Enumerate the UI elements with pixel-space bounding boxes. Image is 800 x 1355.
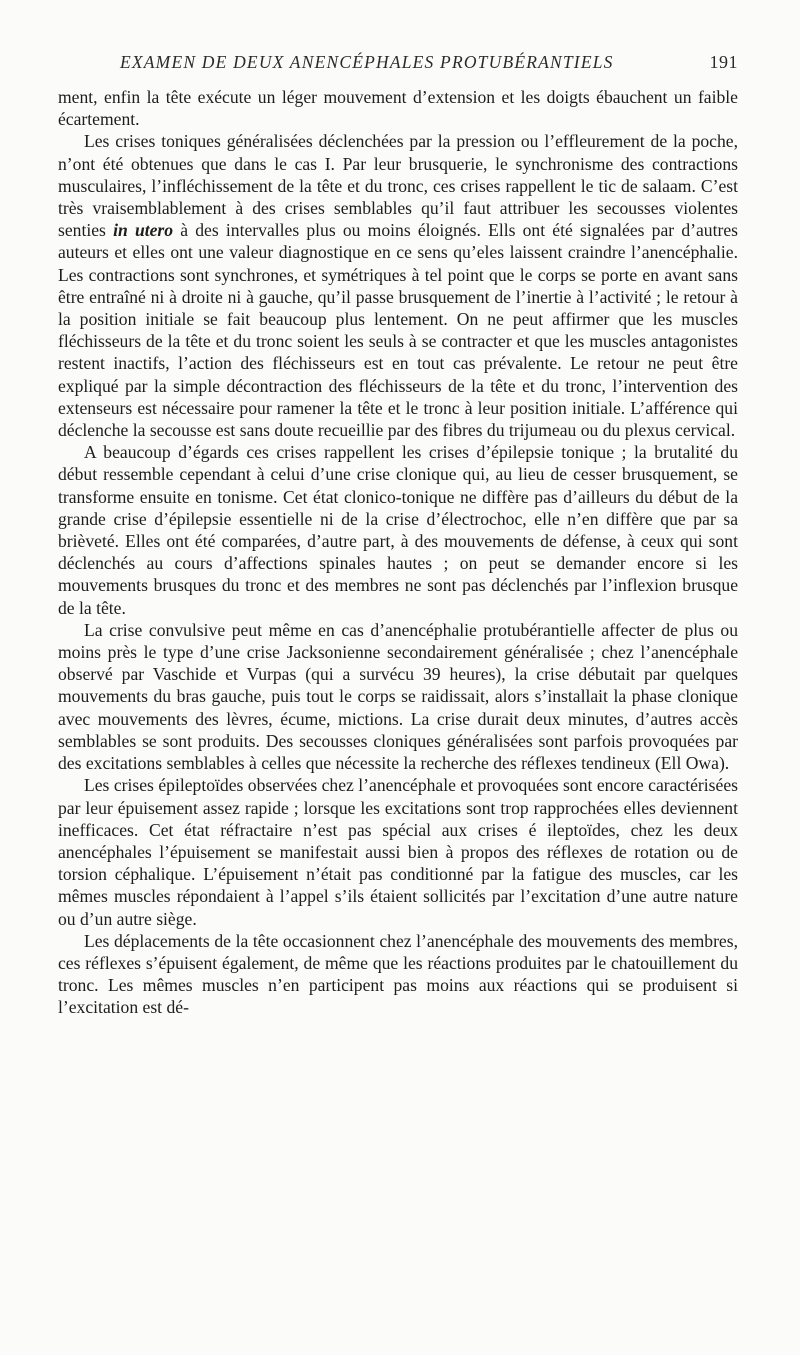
running-head [58, 52, 738, 76]
paragraph-tonic-crises: Les crises toniques généralisées déclenchées par la pression ou l’effleurement de la poche, n’ont été obtenues que dans le cas I. Par leur brusquerie, le synchronisme des contractions musculaires, l’infléchissement de la tête et du tronc, ces crises rappellent le tic de salaam. C’est très vraisemblablement à des crises semblables qu’il faut attribuer les secousses violentes senties in utero à des intervalles plus ou moins éloignés. Ells ont été signalées par d’autres auteurs et elles ont une valeur diagnostique en ce sens qu’eles laissent craindre l’anencéphalie. Les contractions sont synchrones, et symétriques à tel point que le corps se porte en avant sans être entraîné ni à droite ni à gauche, qu’il passe brusquement de l’inertie à l’activité ; le retour à la position initiale se fait beaucoup plus lentement. On ne peut affirmer que les muscles fléchisseurs de la tête et du tronc soient les seuls à se contracter et que les muscles antagonistes restent inactifs, l’action des fléchisseurs est en tout cas prévalente. Le retour ne peut être expliqué par la simple décontraction des fléchisseurs de la tête et du tronc, l’intervention des extenseurs est nécessaire pour ramener la tête et le tronc à leur position initiale. L’afférence qui déclenche la secousse est sans doute recueillie par des fibres du trijumeau ou du plexus cervical. [58, 131, 738, 441]
paragraph-epilepsy-comparison: A beaucoup d’égards ces crises rappellent les crises d’épilepsie tonique ; la brutalité du début ressemble cependant à celui d’une crise clonique qui, au lieu de cesser brusquement, se transforme ensuite en tonisme. Cet état clonico-tonique ne diffère pas d’ailleurs du début de la grande crise d’épilepsie essentielle ni de la crise d’électrochoc, elle n’en diffère que par sa brièveté. Elles ont été comparées, d’autre part, à des mouvements de défense, à ceux qui sont déclenchés au cours d’affections spinales hautes ; on peut se demander encore si les mouvements brusques du tronc et des membres ne sont pas déclenchés par l’inflexion brusque de la tête. [58, 442, 738, 618]
body-text [58, 86, 738, 1019]
latin-phrase: in utero [113, 220, 174, 241]
paragraph-head-movements: Les déplacements de la tête occasionnent chez l’anencéphale des mouvements des membres, ces réflexes s’épuisent également, de même que les réactions produites par le chatouillement du tronc. Les mêmes muscles n’en participent pas moins aux réactions qui se produisent si l’excitation est dé- [58, 930, 738, 1018]
page-number: 191 [709, 52, 738, 72]
paragraph-continuation: ment, enfin la tête exécute un léger mouvement d’extension et les doigts ébauchent un faible écartement. [58, 87, 738, 130]
paragraph-epileptoid-crises: Les crises épileptoïdes observées chez l’anencéphale et provoquées sont encore caractérisées par leur épuisement assez rapide ; lorsque les excitations sont trop rapprochées elles deviennent inefficaces. Cet état réfractaire n’est pas spécial aux crises é ileptoïdes, chez les deux anencéphales l’épuisement se manifestait aussi bien à propos des réflexes de rotation ou de torsion céphalique. L’épuisement n’était pas conditionné par la fatigue des muscles, car les mêmes muscles répondaient à l’appel s’ils étaient sollicités par l’excitation d’une autre nature ou d’un autre siège. [58, 775, 738, 929]
paragraph-convulsive-crisis: La crise convulsive peut même en cas d’anencéphalie protubérantielle affecter de plus ou moins près le type d’une crise Jacksonienne secondairement généralisée ; chez l’anencéphale observé par Vaschide et Vurpas (qui a survécu 39 heures), la crise débutait par quelques mouvements du bras gauche, puis tout le corps se raidissait, alors s’installait la phase clonique avec mouvements des lèvres, écume, mictions. La crise durait deux minutes, d’autres accès semblables se sont produits. Des secousses cloniques généralisées sont parfois provoquées par des excitations semblables à celles que nécessite la recherche des réflexes tendineux (Ell Owa). [58, 619, 738, 774]
running-title: EXAMEN DE DEUX ANENCÉPHALES PROTUBÉRANTIELS [120, 52, 614, 72]
